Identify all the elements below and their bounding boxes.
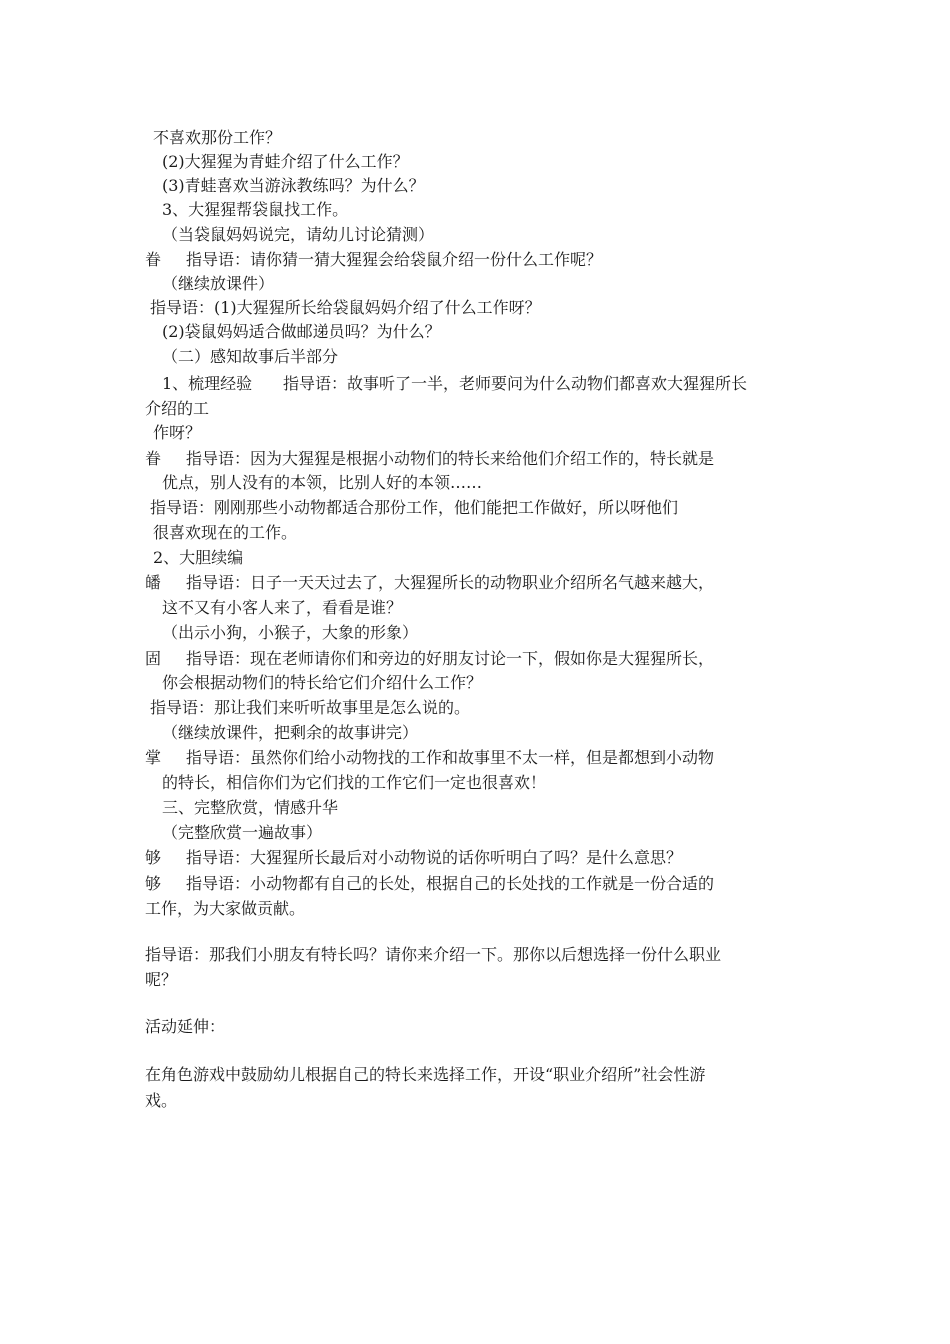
text-line: 工作，为大家做贡献。 <box>145 899 306 918</box>
text-line: 你会根据动物们的特长给它们介绍什么工作？ <box>162 673 483 692</box>
list-bullet: 够 <box>145 848 162 867</box>
text-line: 指导语：(1)大猩猩所长给袋鼠妈妈介绍了什么工作呀？ <box>150 298 541 317</box>
text-line: 介绍的工 <box>145 399 210 418</box>
text-line: 戏。 <box>145 1091 178 1110</box>
text-line: 2、大胆续编 <box>153 548 244 567</box>
text-line: 不喜欢那份工作？ <box>153 128 282 147</box>
text-line: 指导语：虽然你们给小动物找的工作和故事里不太一样，但是都想到小动物 <box>186 748 715 767</box>
text-line: 作呀？ <box>153 423 202 442</box>
text-line: 指导语：小动物都有自己的长处，根据自己的长处找的工作就是一份合适的 <box>186 874 715 893</box>
list-bullet: 够 <box>145 874 162 893</box>
text-line: （当袋鼠妈妈说完，请幼儿讨论猜测） <box>162 225 435 244</box>
text-line: 指导语：日子一天天过去了，大猩猩所长的动物职业介绍所名气越来越大， <box>186 573 715 592</box>
text-line: （二）感知故事后半部分 <box>162 347 339 366</box>
text-line: 指导语：那让我们来听听故事里是怎么说的。 <box>150 698 471 717</box>
list-bullet: 眷 <box>145 449 162 468</box>
text-line: 三、完整欣赏，情感升华 <box>162 798 339 817</box>
text-line: 指导语：因为大猩猩是根据小动物们的特长来给他们介绍工作的，特长就是 <box>186 449 715 468</box>
list-bullet: 固 <box>145 649 162 668</box>
text-line: 指导语：故事听了一半，老师要问为什么动物们都喜欢大猩猩所长 <box>283 374 748 393</box>
text-line: 这不又有小客人来了，看看是谁？ <box>162 598 403 617</box>
text-line: (2)袋鼠妈妈适合做邮递员吗？为什么？ <box>162 322 441 341</box>
text-line: 指导语：请你猜一猜大猩猩会给袋鼠介绍一份什么工作呢？ <box>186 250 603 269</box>
text-line: （出示小狗，小猴子，大象的形象） <box>162 623 419 642</box>
section-heading: 活动延伸： <box>145 1017 226 1036</box>
text-line: 的特长，相信你们为它们找的工作它们一定也很喜欢！ <box>162 773 547 792</box>
list-bullet: 皤 <box>145 573 162 592</box>
list-bullet: 眷 <box>145 250 162 269</box>
text-line: 3、大猩猩帮袋鼠找工作。 <box>162 200 349 219</box>
text-line: （继续放课件，把剩余的故事讲完） <box>162 723 419 742</box>
text-line: 指导语：大猩猩所长最后对小动物说的话你听明白了吗？是什么意思？ <box>186 848 683 867</box>
text-line: 在角色游戏中鼓励幼儿根据自己的特长来选择工作，开设“职业介绍所”社会性游 <box>145 1065 706 1084</box>
text-line: 呢？ <box>145 970 178 989</box>
text-line: 很喜欢现在的工作。 <box>153 523 298 542</box>
list-bullet: 掌 <box>145 748 162 767</box>
text-line: 指导语：刚刚那些小动物都适合那份工作，他们能把工作做好，所以呀他们 <box>150 498 679 517</box>
text-line: 优点，别人没有的本领，比别人好的本领…… <box>162 473 483 492</box>
text-line: （完整欣赏一遍故事） <box>162 823 323 842</box>
text-line: 指导语：现在老师请你们和旁边的好朋友讨论一下，假如你是大猩猩所长， <box>186 649 715 668</box>
text-line: （继续放课件） <box>162 274 275 293</box>
text-line: 1、梳理经验 <box>162 374 253 393</box>
text-line: (3)青蛙喜欢当游泳教练吗？为什么？ <box>162 176 425 195</box>
text-line: 指导语：那我们小朋友有特长吗？请你来介绍一下。那你以后想选择一份什么职业 <box>145 945 722 964</box>
text-line: (2)大猩猩为青蛙介绍了什么工作？ <box>162 152 409 171</box>
